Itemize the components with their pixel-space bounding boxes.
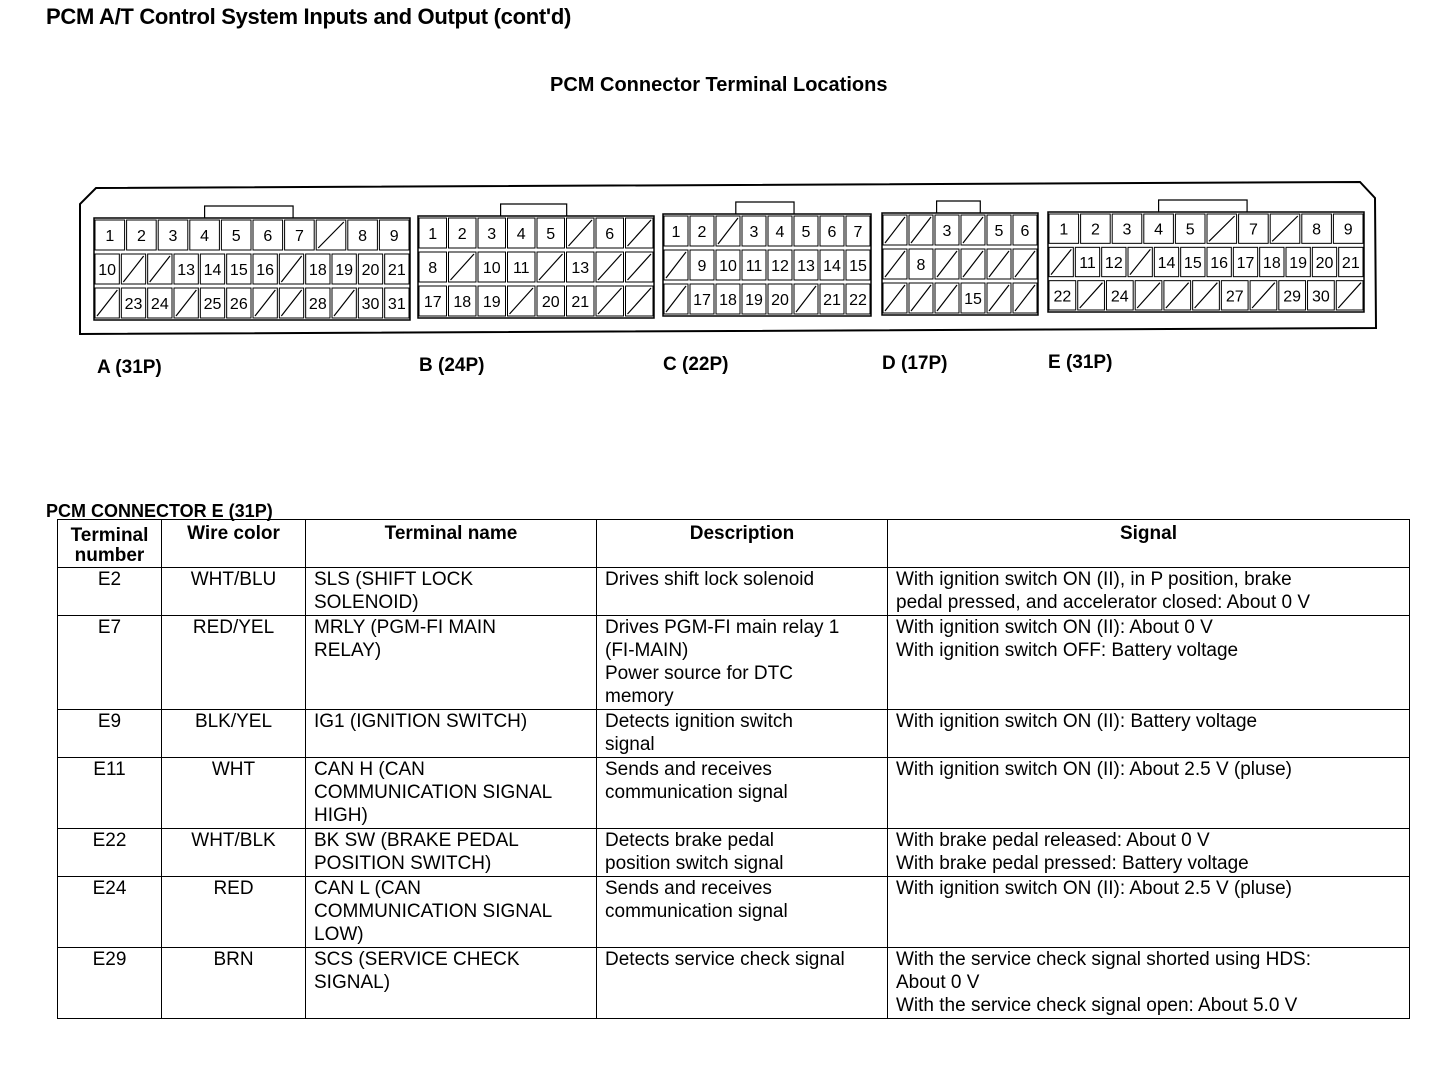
terminal-number: 3	[487, 226, 497, 243]
empty-terminal-slash	[255, 290, 275, 316]
empty-terminal-slash	[598, 254, 622, 280]
terminal-number: 5	[994, 223, 1004, 240]
terminal-number: 16	[1210, 255, 1229, 272]
terminal-number: 9	[389, 228, 399, 245]
header-signal: Signal	[888, 520, 1410, 568]
terminal-number: 4	[775, 224, 785, 241]
terminal-number: 8	[428, 260, 438, 277]
terminal-number: 19	[482, 294, 501, 311]
connector-d-latch	[937, 201, 981, 213]
terminal-number: 18	[453, 294, 472, 311]
terminal-number: 1	[671, 224, 681, 241]
table-caption: PCM CONNECTOR E (31P)	[46, 501, 273, 521]
terminal-number: 22	[1053, 288, 1072, 306]
table-row	[58, 758, 1410, 829]
empty-terminal-slash	[989, 251, 1009, 277]
terminal-number: 2	[697, 224, 707, 241]
terminal-number: 4	[200, 228, 210, 245]
empty-terminal-slash	[937, 285, 957, 311]
connector-c-label: C (22P)	[663, 354, 729, 375]
terminal-number: 4	[1154, 221, 1164, 239]
connector-b	[418, 204, 654, 318]
table-row	[58, 829, 1410, 877]
cell-terminal-name: MRLY (PGM-FI MAIN RELAY)	[306, 616, 597, 710]
header-description: Description	[597, 520, 888, 568]
terminal-number: 14	[203, 262, 222, 279]
terminal-number: 13	[571, 260, 590, 277]
terminal-number: 12	[1104, 255, 1123, 272]
cell-wire-color: WHT/BLU	[162, 568, 306, 616]
terminal-number: 3	[749, 224, 759, 241]
terminal-number: 20	[1315, 255, 1334, 272]
cell-wire-color: RED	[162, 877, 306, 948]
terminal-number: 19	[1289, 255, 1308, 272]
empty-terminal-slash	[885, 217, 905, 243]
cell-description: Detects service check signal	[597, 948, 888, 1019]
cell-description: Detects brake pedal position switch signal	[597, 829, 888, 877]
terminal-number: 7	[294, 228, 304, 245]
terminal-number: 15	[1183, 255, 1202, 272]
empty-terminal-slash	[150, 256, 170, 282]
terminal-number: 7	[1248, 221, 1258, 239]
table-row	[58, 710, 1410, 758]
terminal-number: 18	[719, 292, 737, 309]
terminal-number: 20	[361, 262, 380, 279]
empty-terminal-slash	[1015, 251, 1035, 277]
terminal-number: 5	[1185, 221, 1195, 239]
terminal-table	[57, 519, 1410, 1019]
table-row	[58, 948, 1410, 1019]
terminal-number: 6	[827, 224, 837, 241]
empty-terminal-slash	[1272, 216, 1298, 241]
empty-terminal-slash	[598, 288, 622, 314]
empty-terminal-slash	[334, 290, 354, 316]
terminal-number: 11	[512, 260, 530, 277]
table-row	[58, 568, 1410, 616]
cell-wire-color: RED/YEL	[162, 616, 306, 710]
terminal-number: 16	[256, 262, 275, 279]
empty-terminal-slash	[1015, 285, 1035, 311]
terminal-number: 17	[1236, 255, 1255, 272]
empty-terminal-slash	[281, 256, 301, 282]
cell-description: Detects ignition switch signal	[597, 710, 888, 758]
cell-terminal: E29	[58, 948, 162, 1019]
cell-terminal-name: CAN L (CAN COMMUNICATION SIGNAL LOW)	[306, 877, 597, 948]
terminal-number: 5	[801, 224, 811, 241]
terminal-number: 1	[1059, 221, 1069, 239]
empty-terminal-slash	[176, 290, 196, 316]
terminal-number: 5	[546, 226, 556, 243]
empty-terminal-slash	[569, 220, 593, 246]
terminal-number: 29	[1283, 288, 1302, 306]
table-header-row	[58, 520, 1410, 568]
terminal-number: 31	[387, 296, 406, 313]
cell-signal: With brake pedal released: About 0 V With brake pedal pressed: Battery voltage	[888, 829, 1410, 877]
terminal-number: 21	[571, 294, 590, 311]
terminal-number: 8	[358, 228, 368, 245]
terminal-number: 25	[203, 296, 222, 313]
connector-c	[663, 202, 871, 316]
terminal-number: 30	[361, 296, 380, 313]
empty-terminal-slash	[1252, 283, 1275, 308]
terminal-number: 13	[177, 262, 196, 279]
connector-d-frame	[882, 213, 1038, 315]
terminal-number: 9	[697, 258, 707, 275]
section-subtitle: PCM Connector Terminal Locations	[550, 74, 888, 96]
terminal-number: 6	[605, 226, 615, 243]
terminal-number: 10	[98, 262, 117, 279]
terminal-number: 26	[229, 296, 248, 313]
terminal-number: 1	[105, 228, 115, 245]
cell-description: Sends and receives communication signal	[597, 758, 888, 829]
cell-terminal-name: SCS (SERVICE CHECK SIGNAL)	[306, 948, 597, 1019]
empty-terminal-slash	[1209, 216, 1235, 241]
cell-terminal-name: SLS (SHIFT LOCK SOLENOID)	[306, 568, 597, 616]
cell-description: Drives shift lock solenoid	[597, 568, 888, 616]
cell-signal: With the service check signal shorted using HDS: About 0 V With the service check signal open: About 5.0 V	[888, 948, 1410, 1019]
terminal-number: 10	[482, 260, 501, 277]
empty-terminal-slash	[510, 288, 534, 314]
terminal-number: 9	[1343, 221, 1353, 239]
terminal-number: 20	[541, 294, 560, 311]
empty-terminal-slash	[963, 217, 983, 243]
terminal-number: 14	[1157, 255, 1176, 272]
connector-d	[882, 201, 1038, 315]
terminal-number: 20	[771, 292, 789, 309]
empty-terminal-slash	[911, 217, 931, 243]
empty-terminal-slash	[718, 218, 738, 244]
terminal-number: 12	[771, 258, 789, 275]
terminal-number: 21	[1341, 255, 1360, 272]
terminal-number: 19	[335, 262, 354, 279]
terminal-number: 27	[1225, 288, 1244, 306]
connector-d-label: D (17P)	[882, 353, 948, 374]
connector-c-latch	[736, 202, 794, 214]
terminal-number: 21	[387, 262, 406, 279]
empty-terminal-slash	[963, 251, 983, 277]
connector-a-latch	[205, 206, 293, 218]
empty-terminal-slash	[666, 286, 686, 312]
cell-terminal: E2	[58, 568, 162, 616]
terminal-number: 30	[1312, 288, 1330, 306]
connector-e-label: E (31P)	[1048, 352, 1113, 373]
cell-terminal: E11	[58, 758, 162, 829]
terminal-number: 7	[853, 224, 863, 241]
cell-terminal-name: BK SW (BRAKE PEDAL POSITION SWITCH)	[306, 829, 597, 877]
empty-terminal-slash	[1080, 283, 1103, 308]
terminal-number: 28	[308, 296, 327, 313]
terminal-number: 15	[229, 262, 248, 279]
page-title: PCM A/T Control System Inputs and Output (cont'd)	[46, 4, 572, 29]
empty-terminal-slash	[123, 256, 143, 282]
terminal-number: 2	[457, 226, 467, 243]
empty-terminal-slash	[628, 220, 652, 246]
connector-a	[94, 206, 410, 320]
cell-description: Drives PGM-FI main relay 1 (FI-MAIN) Power source for DTC memory	[597, 616, 888, 710]
terminal-number: 19	[745, 292, 763, 309]
terminal-number: 2	[1090, 221, 1100, 239]
empty-terminal-slash	[97, 290, 117, 316]
empty-terminal-slash	[628, 254, 652, 280]
terminal-number: 6	[1020, 223, 1030, 240]
cell-wire-color: BRN	[162, 948, 306, 1019]
empty-terminal-slash	[885, 251, 905, 277]
connector-diagram	[0, 0, 1456, 340]
terminal-number: 11	[1079, 255, 1096, 272]
connector-a-label: A (31P)	[97, 357, 162, 378]
cell-wire-color: WHT/BLK	[162, 829, 306, 877]
terminal-number: 4	[516, 226, 526, 243]
cell-terminal: E7	[58, 616, 162, 710]
terminal-number: 3	[942, 223, 952, 240]
cell-terminal-name: IG1 (IGNITION SWITCH)	[306, 710, 597, 758]
terminal-number: 11	[745, 258, 763, 275]
empty-terminal-slash	[989, 285, 1009, 311]
empty-terminal-slash	[628, 288, 652, 314]
cell-signal: With ignition switch ON (II): About 2.5 V (pluse)	[888, 758, 1410, 829]
table-row	[58, 877, 1410, 948]
terminal-number: 18	[308, 262, 327, 279]
cell-terminal: E24	[58, 877, 162, 948]
terminal-number: 14	[823, 258, 841, 275]
terminal-number: 22	[849, 292, 867, 309]
terminal-number: 21	[823, 292, 841, 309]
empty-terminal-slash	[911, 285, 931, 311]
cell-description: Sends and receives communication signal	[597, 877, 888, 948]
terminal-number: 6	[263, 228, 273, 245]
terminal-number: 3	[168, 228, 178, 245]
header-wire-color: Wire color	[162, 520, 306, 568]
terminal-number: 24	[1110, 288, 1129, 306]
connector-b-latch	[501, 204, 567, 216]
cell-terminal-name: CAN H (CAN COMMUNICATION SIGNAL HIGH)	[306, 758, 597, 829]
terminal-number: 10	[719, 258, 737, 275]
empty-terminal-slash	[666, 252, 686, 278]
terminal-number: 3	[1122, 221, 1132, 239]
empty-terminal-slash	[1130, 249, 1150, 274]
table-row	[58, 616, 1410, 710]
empty-terminal-slash	[1137, 283, 1160, 308]
terminal-number: 15	[849, 258, 867, 275]
cell-signal: With ignition switch ON (II): Battery voltage	[888, 710, 1410, 758]
terminal-number: 1	[428, 226, 438, 243]
empty-terminal-slash	[796, 286, 816, 312]
terminal-number: 18	[1262, 255, 1281, 272]
terminal-number: 5	[231, 228, 241, 245]
connector-e-latch	[1159, 200, 1247, 212]
terminal-number: 24	[150, 296, 169, 313]
terminal-number: 8	[1312, 221, 1322, 239]
terminal-number: 23	[124, 296, 143, 313]
empty-terminal-slash	[885, 285, 905, 311]
cell-wire-color: WHT	[162, 758, 306, 829]
empty-terminal-slash	[281, 290, 301, 316]
empty-terminal-slash	[451, 254, 475, 280]
connector-b-label: B (24P)	[419, 355, 485, 376]
header-terminal-number: Terminal number	[58, 520, 162, 568]
terminal-number: 15	[964, 291, 982, 308]
empty-terminal-slash	[1051, 249, 1071, 274]
terminal-number: 2	[136, 228, 146, 245]
cell-terminal: E9	[58, 710, 162, 758]
empty-terminal-slash	[539, 254, 563, 280]
cell-terminal: E22	[58, 829, 162, 877]
cell-signal: With ignition switch ON (II): About 0 V With ignition switch OFF: Battery voltage	[888, 616, 1410, 710]
terminal-number: 13	[797, 258, 815, 275]
empty-terminal-slash	[1338, 283, 1361, 308]
empty-terminal-slash	[1166, 283, 1189, 308]
terminal-number: 8	[916, 257, 926, 274]
empty-terminal-slash	[937, 251, 957, 277]
cell-signal: With ignition switch ON (II): About 2.5 V (pluse)	[888, 877, 1410, 948]
terminal-number: 17	[693, 292, 711, 309]
empty-terminal-slash	[1195, 283, 1218, 308]
terminal-number: 17	[423, 294, 442, 311]
empty-terminal-slash	[318, 222, 344, 248]
cell-signal: With ignition switch ON (II), in P position, brake pedal pressed, and accelerator closed: About 0 V	[888, 568, 1410, 616]
header-terminal-name: Terminal name	[306, 520, 597, 568]
connector-e	[1048, 200, 1364, 312]
cell-wire-color: BLK/YEL	[162, 710, 306, 758]
